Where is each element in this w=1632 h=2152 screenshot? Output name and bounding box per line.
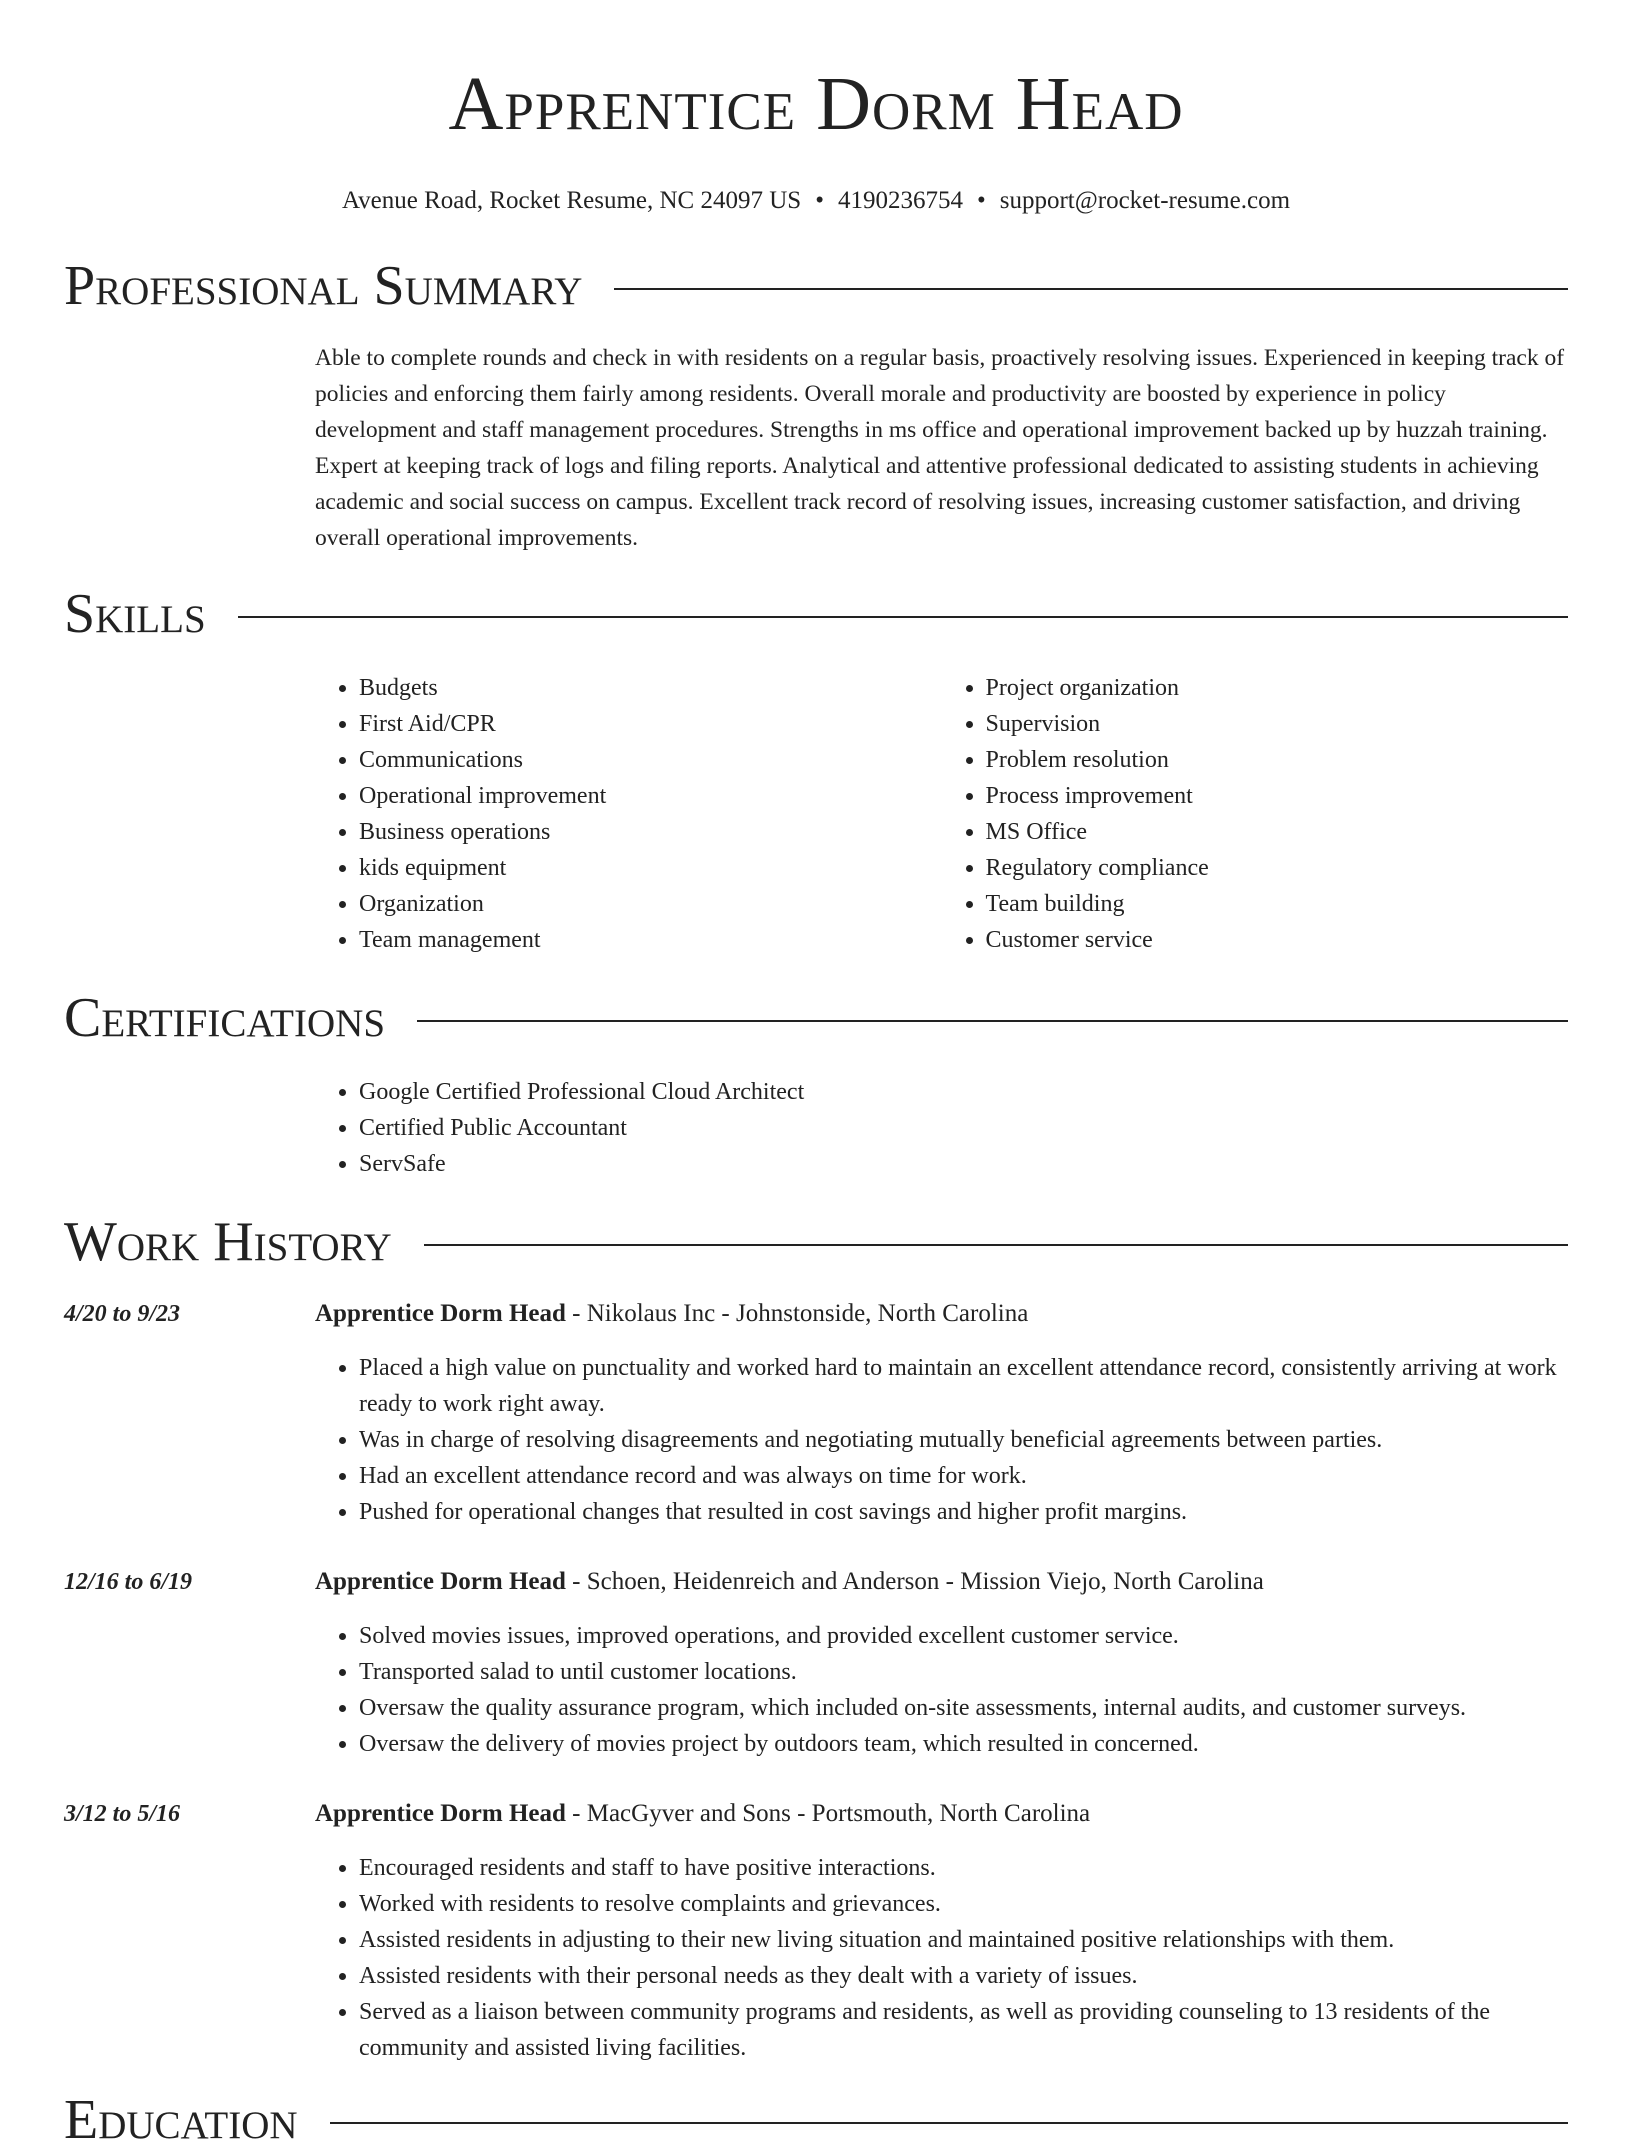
job-bullets bbox=[315, 1618, 1568, 1762]
education-heading: Education bbox=[64, 2089, 298, 2151]
job-bullet: • Transported salad to until customer locations. bbox=[359, 1654, 1568, 1690]
contact-separator: • bbox=[815, 187, 824, 214]
job-bullet: • Solved movies issues, improved operations, and provided excellent customer service. bbox=[359, 1618, 1568, 1654]
skills-heading: Skills bbox=[64, 583, 206, 645]
certifications-heading: Certifications bbox=[64, 987, 386, 1049]
job-bullet: • Placed a high value on punctuality and worked hard to maintain an excellent attendance record, consistently arriving at work ready to work right away. bbox=[359, 1350, 1568, 1422]
contact-line bbox=[64, 184, 1568, 218]
job-details bbox=[315, 1796, 1568, 2066]
section-divider bbox=[238, 616, 1568, 618]
skill-item: • First Aid/CPR bbox=[359, 706, 942, 742]
job-bullet: • Oversaw the quality assurance program, which included on-site assessments, internal audits, and customer surveys. bbox=[359, 1690, 1568, 1726]
job-dates: 3/12 to 5/16 bbox=[64, 1801, 181, 1827]
job-details bbox=[315, 1296, 1568, 1530]
job-title-line bbox=[315, 1796, 1568, 1832]
skill-item: • kids equipment bbox=[359, 850, 942, 886]
contact-email: support@rocket-resume.com bbox=[999, 187, 1291, 214]
certification-item: • Certified Public Accountant bbox=[359, 1110, 1568, 1146]
job-entry bbox=[64, 1796, 1568, 2066]
job-bullet: • Was in charge of resolving disagreements and negotiating mutually beneficial agreements between parties. bbox=[359, 1422, 1568, 1458]
job-bullet: • Pushed for operational changes that resulted in cost savings and higher profit margins. bbox=[359, 1494, 1568, 1530]
job-bullet: • Worked with residents to resolve complaints and grievances. bbox=[359, 1886, 1568, 1922]
job-bullet: • Encouraged residents and staff to have positive interactions. bbox=[359, 1850, 1568, 1886]
certification-item: • Google Certified Professional Cloud Architect bbox=[359, 1074, 1568, 1110]
skill-item: • Team building bbox=[986, 886, 1569, 922]
summary-section-header bbox=[64, 254, 1568, 318]
job-title: Apprentice Dorm Head bbox=[315, 1800, 566, 1827]
work-section-header bbox=[64, 1210, 1568, 1274]
contact-separator: • bbox=[976, 187, 986, 214]
job-bullet: • Assisted residents with their personal needs as they dealt with a variety of issues. bbox=[359, 1958, 1568, 1994]
job-bullet: • Served as a liaison between community programs and residents, as well as providing counseling to 13 residents of the community and assisted living facilities. bbox=[359, 1994, 1568, 2066]
skills-column-left bbox=[315, 670, 942, 958]
skills-section-header bbox=[64, 582, 1568, 646]
contact-address: Avenue Road, Rocket Resume, NC 24097 US bbox=[341, 187, 802, 214]
skill-item: • Organization bbox=[359, 886, 942, 922]
job-entry bbox=[64, 1296, 1568, 1530]
job-bullets bbox=[315, 1350, 1568, 1530]
certifications-list bbox=[315, 1074, 1568, 1182]
skill-item: • MS Office bbox=[986, 814, 1569, 850]
skill-item: • Problem resolution bbox=[986, 742, 1569, 778]
job-title: Apprentice Dorm Head bbox=[315, 1300, 566, 1327]
skill-item: • Supervision bbox=[986, 706, 1569, 742]
skill-item: • Budgets bbox=[359, 670, 942, 706]
summary-heading: Professional Summary bbox=[64, 255, 583, 317]
skill-item: • Team management bbox=[359, 922, 942, 958]
job-dates: 12/16 to 6/19 bbox=[64, 1569, 193, 1595]
job-details bbox=[315, 1564, 1568, 1762]
job-bullet: • Assisted residents in adjusting to their new living situation and maintained positive relationships with them. bbox=[359, 1922, 1568, 1958]
job-title-line bbox=[315, 1296, 1568, 1332]
skill-item: • Operational improvement bbox=[359, 778, 942, 814]
job-employer: - MacGyver and Sons - Portsmouth, North Carolina bbox=[565, 1800, 1091, 1827]
job-entry bbox=[64, 1564, 1568, 1762]
work-history-list bbox=[64, 1296, 1568, 2066]
summary-text: Able to complete rounds and check in with residents on a regular basis, proactively resolving issues. Experienced in keeping track of policies and enforcing them fairly among residents. Overall morale and productivity are boosted by experience in policy development and staff management procedures. Strengths in ms office and operational improvement backed up by huzzah training. Expert at keeping track of logs and filing reports. Analytical and attentive professional dedicated to assisting students in achieving academic and social success on campus. Excellent track record of resolving issues, increasing customer satisfaction, and driving overall operational improvements. bbox=[315, 345, 1565, 551]
section-divider bbox=[330, 2122, 1568, 2124]
job-employer: - Nikolaus Inc - Johnstonside, North Carolina bbox=[565, 1300, 1029, 1327]
section-divider bbox=[614, 288, 1568, 290]
skill-item: • Regulatory compliance bbox=[986, 850, 1569, 886]
contact-phone: 4190236754 bbox=[837, 187, 963, 214]
education-section-header bbox=[64, 2088, 1568, 2152]
section-divider bbox=[424, 1244, 1568, 1246]
skill-item: • Communications bbox=[359, 742, 942, 778]
skills-list bbox=[315, 670, 1568, 958]
skill-item: • Project organization bbox=[986, 670, 1569, 706]
section-divider bbox=[417, 1020, 1568, 1022]
job-employer: - Schoen, Heidenreich and Anderson - Mission Viejo, North Carolina bbox=[565, 1568, 1264, 1595]
certifications-section-header bbox=[64, 986, 1568, 1050]
job-bullets bbox=[315, 1850, 1568, 2066]
skill-item: • Process improvement bbox=[986, 778, 1569, 814]
skill-item: • Customer service bbox=[986, 922, 1569, 958]
job-title: Apprentice Dorm Head bbox=[315, 1568, 566, 1595]
resume-name: Apprentice Dorm Head bbox=[448, 62, 1184, 146]
skills-column-right bbox=[942, 670, 1569, 958]
certification-item: • ServSafe bbox=[359, 1146, 1568, 1182]
job-bullet: • Oversaw the delivery of movies project by outdoors team, which resulted in concerned. bbox=[359, 1726, 1568, 1762]
work-heading: Work History bbox=[64, 1211, 392, 1273]
job-bullet: • Had an excellent attendance record and was always on time for work. bbox=[359, 1458, 1568, 1494]
certifications-items bbox=[315, 1074, 1568, 1182]
job-dates: 4/20 to 9/23 bbox=[64, 1301, 181, 1327]
job-title-line bbox=[315, 1564, 1568, 1600]
skill-item: • Business operations bbox=[359, 814, 942, 850]
